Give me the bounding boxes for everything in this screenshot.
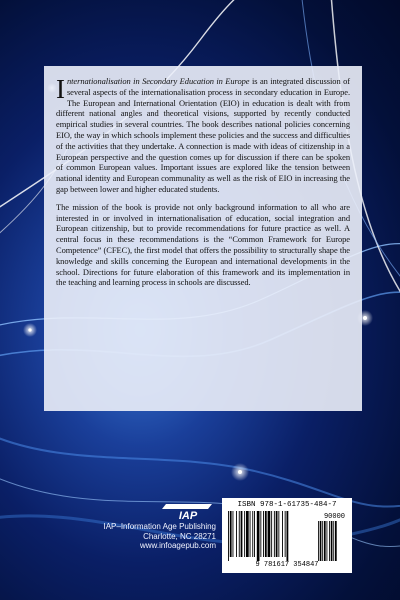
blurb-paragraph-1-text: is an integrated discussion of several aspects of the internationalisation process in secondary education in Europe. The European and International Orientation (EIO) in education is dealt with from different national angles and theoretical visions, supported by recently conducted empirical studies in several countries. The book describes national policies concerning EIO, the way in which schools implement these policies and the success and difficulties of the activities that they undertake. A connection is made with ideas of citizenship in a European perspective and the question comes up for discussion if there can be spoken of common European values. Important issues are explored like the tension between national identity and European communality as well as the risk of EIO in increasing the gap between lower and higher educated students. xyxy=(56,76,350,194)
isbn-barcode xyxy=(222,498,352,573)
barcode-bar xyxy=(244,511,245,557)
barcode-bar xyxy=(233,511,234,557)
book-title: nternationalisation in Secondary Education in Europe xyxy=(66,76,250,86)
barcode-bar xyxy=(271,511,272,557)
addon-bar xyxy=(327,521,328,561)
barcode-bar xyxy=(230,511,232,557)
isbn-label: ISBN 978-1-61735-484-7 xyxy=(237,501,337,509)
barcode-digits: 9 781617 354847 xyxy=(255,561,319,569)
barcode-bar xyxy=(282,511,283,557)
addon-bar xyxy=(333,521,334,561)
addon-bar xyxy=(329,521,330,561)
barcode-bar xyxy=(254,511,255,557)
barcode-bar xyxy=(274,511,275,557)
barcode-bar xyxy=(236,511,237,557)
addon-bar xyxy=(318,521,319,561)
publisher-block xyxy=(86,500,216,551)
barcode-bar xyxy=(263,511,264,557)
barcode-bar xyxy=(228,511,229,561)
addon-bar xyxy=(322,521,323,561)
barcode-bar xyxy=(257,511,260,561)
drop-cap: I xyxy=(56,74,65,104)
barcode-bar xyxy=(239,511,240,557)
iap-logo-icon xyxy=(160,500,216,522)
barcode-bar xyxy=(278,511,279,557)
blurb-paragraph-1 xyxy=(56,76,350,195)
barcode-bar xyxy=(276,511,278,557)
barcode-bar xyxy=(287,511,289,561)
barcode-bar xyxy=(268,511,271,557)
barcode-bar xyxy=(246,511,249,557)
barcode-bar xyxy=(252,511,253,557)
barcode-bars xyxy=(226,511,348,561)
addon-bar xyxy=(331,521,333,561)
barcode-bar xyxy=(260,511,261,557)
blurb-panel xyxy=(44,66,362,411)
publisher-name: IAP–Information Age Publishing xyxy=(103,522,216,531)
publisher-logo-text: IAP xyxy=(178,510,198,522)
barcode-bar xyxy=(285,511,286,557)
publisher-city: Charlotte, NC 28271 xyxy=(143,531,216,541)
barcode-bar xyxy=(250,511,251,557)
publisher-url: www.infoagepub.com xyxy=(139,541,216,550)
addon-bar xyxy=(320,521,322,561)
addon-bar xyxy=(335,521,337,561)
price-code: 90000 xyxy=(323,513,345,521)
blurb-paragraph-2: The mission of the book is provide not only background information to all who are interested in or involved in internationalisation of education, social integration and European citizenship, but to provide recommendations for future practice as well. A central focus in these recommendations is the “Common Framework for Europe Competence” (CFEC), the first model that offers the possibility to structurally shape the knowledge and skills concerning the European and international developments in the school. Directions for future elaboration of this framework and its implementation in the teaching and learning process in schools are discussed. xyxy=(56,201,350,288)
barcode-bar xyxy=(265,511,267,557)
addon-bar xyxy=(324,521,326,561)
barcode-bar xyxy=(241,511,243,557)
